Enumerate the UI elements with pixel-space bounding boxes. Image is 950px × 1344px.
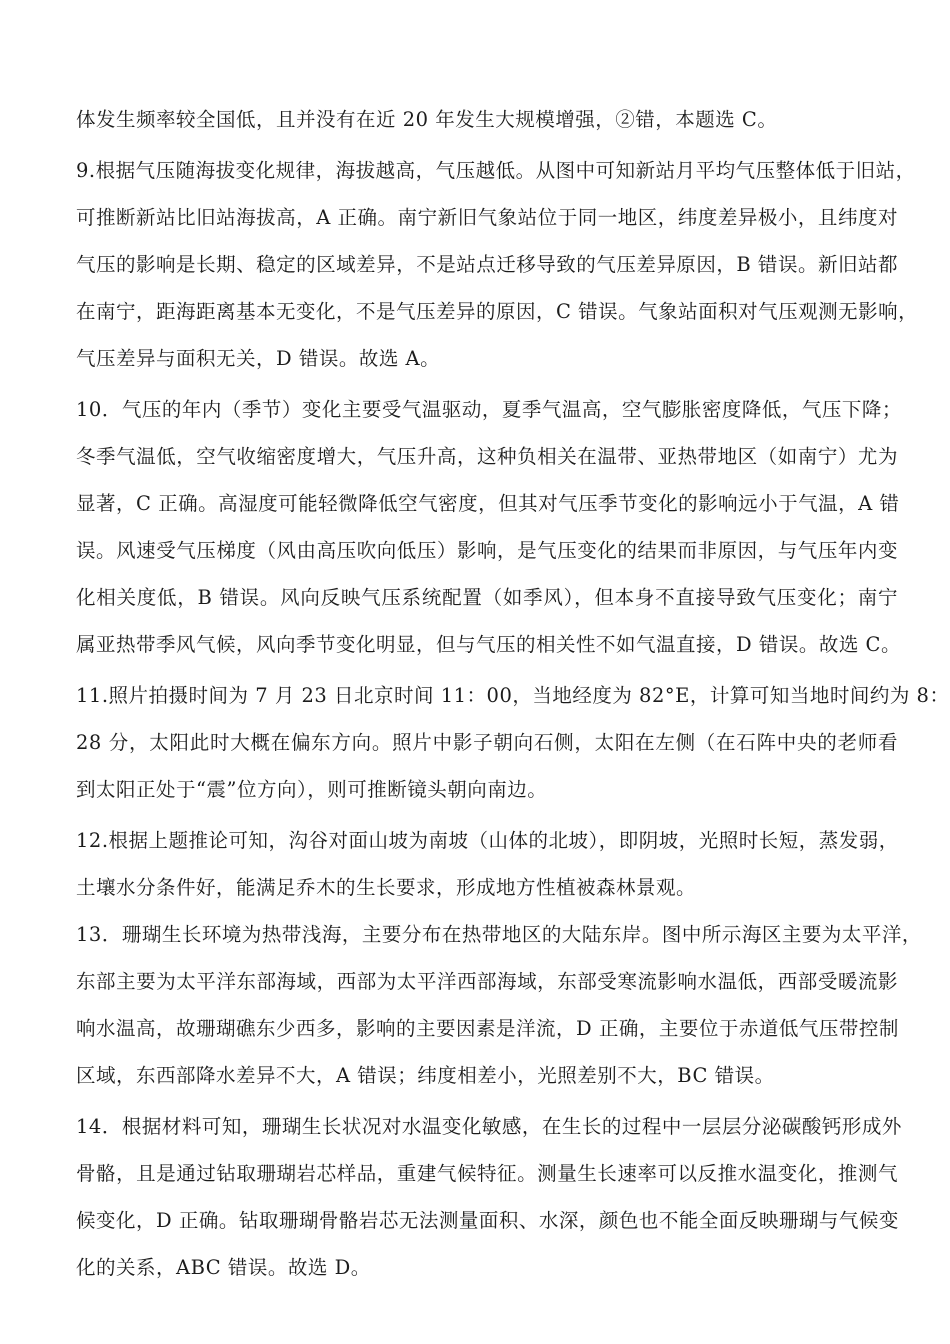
text-line: 28 分，太阳此时大概在偏东方向。照片中影子朝向石侧，太阳在左侧（在石阵中央的老师看	[76, 731, 898, 754]
text-line: 误。风速受气压梯度（风由高压吹向低压）影响，是气压变化的结果而非原因，与气压年内变	[76, 539, 898, 562]
paragraph-q8-continuation	[76, 96, 898, 143]
text-line: 冬季气温低，空气收缩密度增大，气压升高，这种负相关在温带、亚热带地区（如南宁）尤为	[76, 445, 898, 468]
text-line: 气压差异与面积无关，D 错误。故选 A。	[76, 347, 441, 370]
text-line: 14．根据材料可知，珊瑚生长状况对水温变化敏感，在生长的过程中一层层分泌碳酸钙形成外	[76, 1115, 902, 1138]
text-line: 化相关度低，B 错误。风向反映气压系统配置（如季风），但本身不直接导致气压变化；南宁	[76, 586, 898, 609]
paragraph-q12	[76, 817, 898, 911]
text-line: 东部主要为太平洋东部海域，西部为太平洋西部海域，东部受寒流影响水温低，西部受暖流影	[76, 970, 898, 993]
text-line: 属亚热带季风气候，风向季节变化明显，但与气压的相关性不如气温直接，D 错误。故选 C。	[76, 633, 901, 656]
text-line: 11.照片拍摄时间为 7 月 23 日北京时间 11：00，当地经度为 82°E，计算可知当地时间约为 8：	[76, 684, 950, 707]
text-line: 在南宁，距海距离基本无变化，不是气压差异的原因，C 错误。气象站面积对气压观测无影响，	[76, 300, 919, 323]
text-line: 化的关系，ABC 错误。故选 D。	[76, 1256, 371, 1279]
text-line: 可推断新站比旧站海拔高，A 正确。南宁新旧气象站位于同一地区，纬度差异极小，且纬度对	[76, 206, 898, 229]
text-line: 区域，东西部降水差异不大，A 错误；纬度相差小，光照差别不大，BC 错误。	[76, 1064, 775, 1087]
text-line: 土壤水分条件好，能满足乔木的生长要求，形成地方性植被森林景观。	[76, 876, 697, 899]
text-line: 10．气压的年内（季节）变化主要受气温驱动，夏季气温高，空气膨胀密度降低，气压下降；	[76, 398, 902, 421]
text-line: 显著，C 正确。高湿度可能轻微降低空气密度，但其对气压季节变化的影响远小于气温，A 错	[76, 492, 900, 515]
text-line: 骨骼，且是通过钻取珊瑚岩芯样品，重建气候特征。测量生长速率可以反推水温变化，推测气	[76, 1162, 898, 1185]
text-line: 到太阳正处于“震”位方向），则可推断镜头朝向南边。	[76, 778, 548, 801]
text-line: 9.根据气压随海拔变化规律，海拔越高，气压越低。从图中可知新站月平均气压整体低于旧站，	[76, 159, 916, 182]
text-line: 候变化，D 正确。钻取珊瑚骨骼岩芯无法测量面积、水深，颜色也不能全面反映珊瑚与气候变	[76, 1209, 899, 1232]
paragraph-q13	[76, 911, 922, 1099]
paragraph-q10	[76, 386, 902, 668]
text-line: 13．珊瑚生长环境为热带浅海，主要分布在热带地区的大陆东岸。图中所示海区主要为太平洋，	[76, 923, 922, 946]
paragraph-q9	[76, 147, 919, 382]
paragraph-q14	[76, 1103, 902, 1291]
text-line: 体发生频率较全国低，且并没有在近 20 年发生大规模增强，②错，本题选 C。	[76, 108, 778, 131]
paragraph-q11	[76, 672, 950, 813]
text-line: 响水温高，故珊瑚礁东少西多，影响的主要因素是洋流，D 正确，主要位于赤道低气压带控制	[76, 1017, 899, 1040]
answer-explanation-page	[76, 96, 950, 1291]
text-line: 12.根据上题推论可知，沟谷对面山坡为南坡（山体的北坡），即阴坡，光照时长短，蒸发弱，	[76, 829, 899, 852]
text-line: 气压的影响是长期、稳定的区域差异，不是站点迁移导致的气压差异原因，B 错误。新旧站都	[76, 253, 898, 276]
